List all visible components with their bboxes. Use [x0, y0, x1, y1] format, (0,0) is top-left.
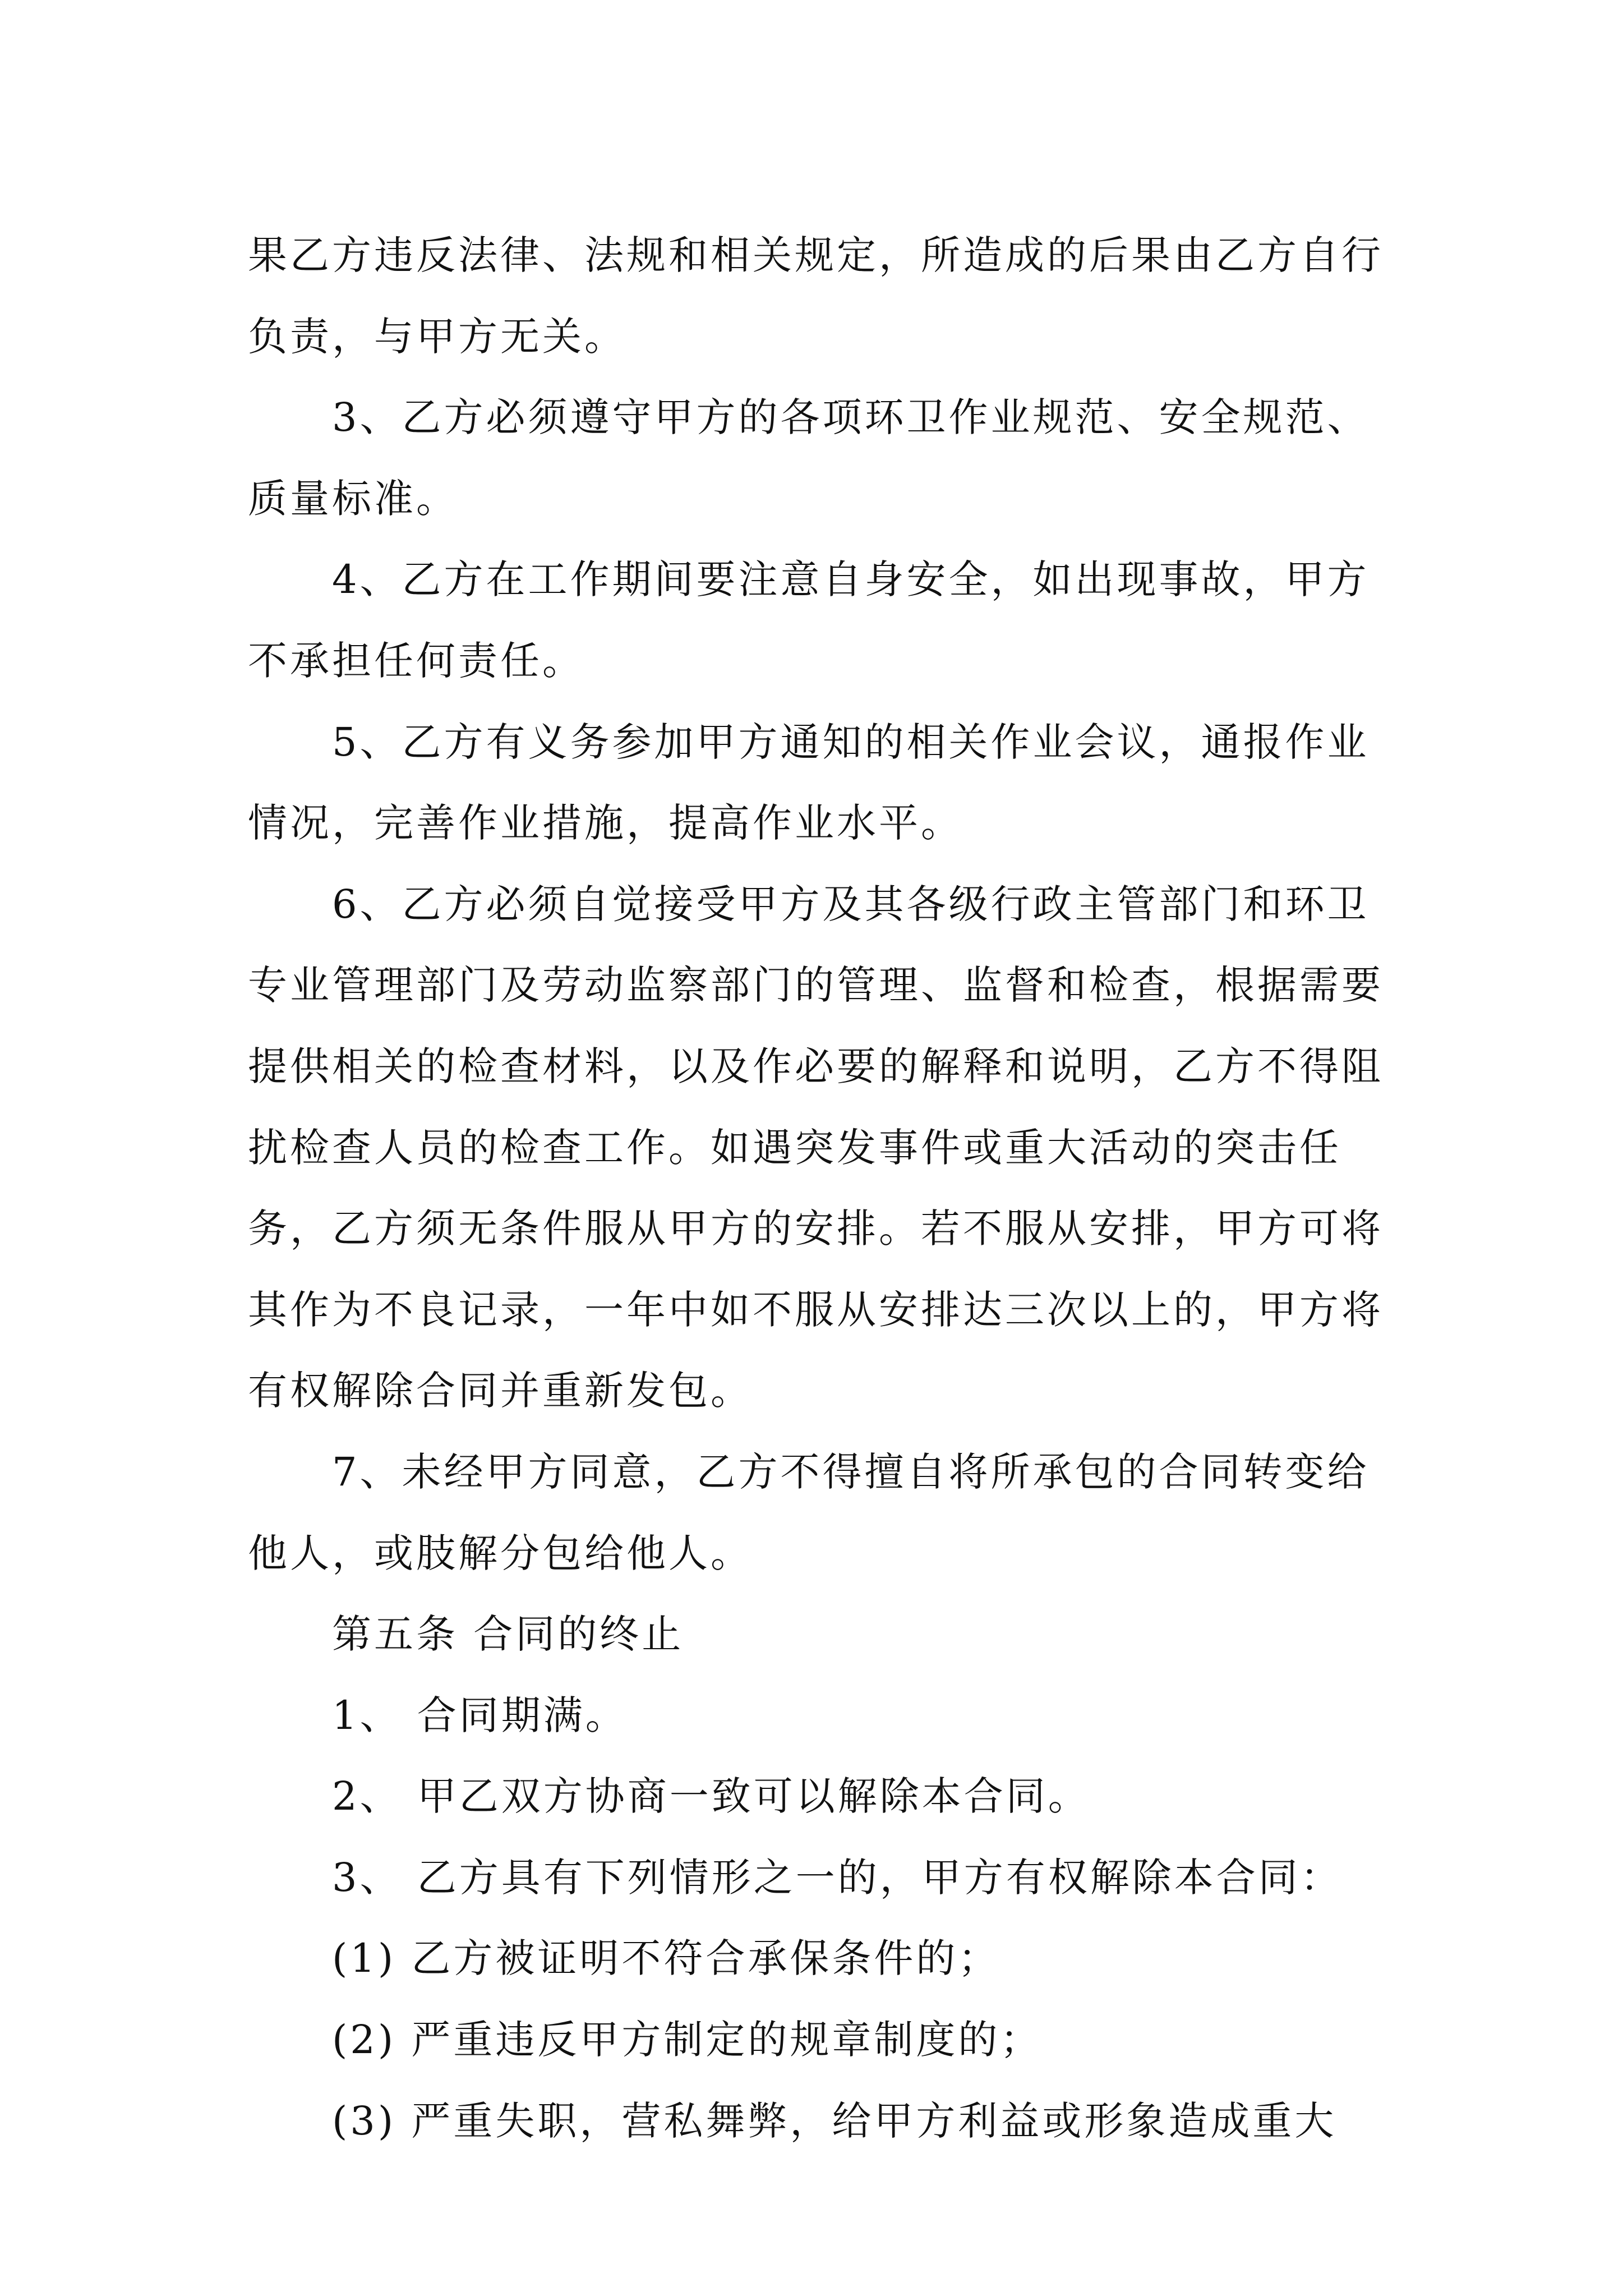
sub-item-1: (1) 乙方被证明不符合承保条件的；	[332, 1935, 1000, 1982]
clause-5: 5、乙方有义务参加甲方通知的相关作业会议，通报作业情况，完善作业措施，提高作业水平。	[248, 719, 1370, 846]
sub-item-3: (3) 严重失职，营私舞弊，给甲方利益或形象造成重大	[332, 2097, 1337, 2144]
termination-item-1: 1、 合同期满。	[332, 1692, 628, 1738]
termination-item-2: 2、 甲乙双方协商一致可以解除本合同。	[332, 1773, 1090, 1820]
clause-6: 6、乙方必须自觉接受甲方及其各级行政主管部门和环卫专业管理部门及劳动监察部门的管理、监督和检查，根据需要提供相关的检查材料，以及作必要的解释和说明，乙方不得阻扰检查人员的检查工作。如遇突发事件或重大活动的突击任务，乙方须无条件服从甲方的安排。若不服从安排，甲方可将其作为不良记录，一年中如不服从安排达三次以上的，甲方将有权解除合同并重新发包。	[248, 881, 1384, 1414]
clause-7: 7、未经甲方同意，乙方不得擅自将所承包的合同转变给他人，或肢解分包给他人。	[248, 1448, 1370, 1576]
document-body	[248, 215, 1387, 2161]
clause-4: 4、乙方在工作期间要注意自身安全，如出现事故，甲方不承担任何责任。	[248, 556, 1370, 684]
section-heading-article-5: 第五条 合同的终止	[332, 1611, 684, 1658]
sub-item-2: (2) 严重违反甲方制定的规章制度的；	[332, 2017, 1043, 2063]
termination-item-3: 3、 乙方具有下列情形之一的，甲方有权解除本合同：	[332, 1854, 1343, 1901]
paragraph-continuation: 果乙方违反法律、法规和相关规定，所造成的后果由乙方自行负责，与甲方无关。	[248, 232, 1384, 360]
clause-3: 3、乙方必须遵守甲方的各项环卫作业规范、安全规范、质量标准。	[248, 394, 1370, 522]
